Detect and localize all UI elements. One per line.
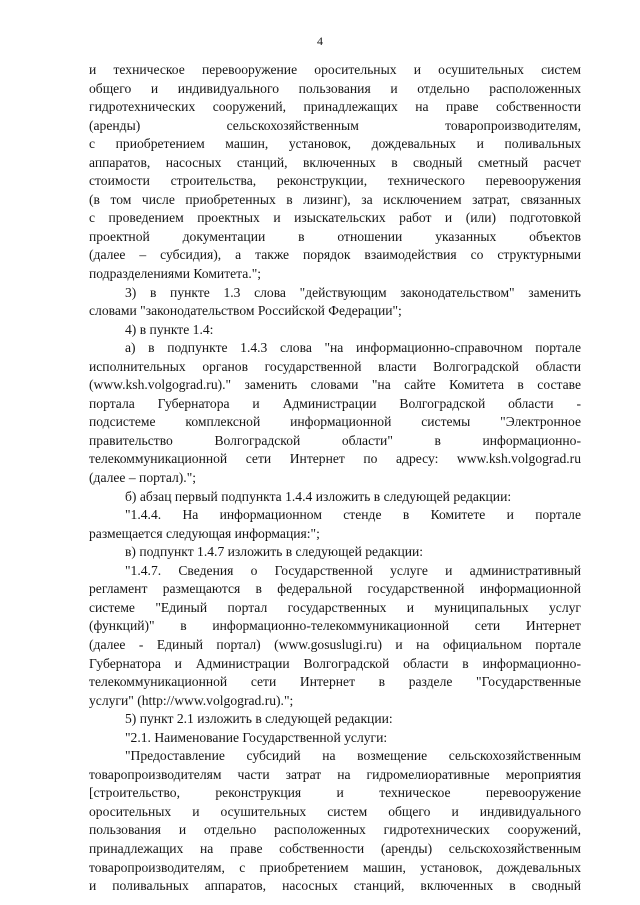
text-line: словами "законодательством Российской Федерации"; [89,303,402,319]
text-line: "2.1. Наименование Государственной услуги: [125,729,388,745]
text-line: системе "Единый портал государственных и муниципальных услуг [89,599,581,615]
text-line: размещается следующая информация:"; [89,525,320,541]
text-line: телекоммуникационной сети Интернет по адресу: www.ksh.volgograd.ru [89,451,581,467]
text-line: товаропроизводителям, с приобретением машин, установок, дождевальных [89,859,581,875]
text-line: а) в подпункте 1.4.3 слова "на информационно-справочном портале [125,340,581,356]
text-line: (далее - Единый портал) (www.gosuslugi.ru) и на официальном портале [89,636,581,652]
text-line: 5) пункт 2.1 изложить в следующей редакции: [125,711,393,727]
text-line: "Предоставление субсидий на возмещение сельскохозяйственным [125,748,581,764]
text-line: (функций)" в информационно-телекоммуникационной сети Интернет [89,618,581,634]
text-line: (www.ksh.volgograd.ru)." заменить словами "на сайте Комитета в составе [89,377,581,393]
text-line: б) абзац первый подпункта 1.4.4 изложить в следующей редакции: [125,488,512,504]
text-line: регламент размещаются в федеральной государственной информационной [89,581,581,597]
text-line: телекоммуникационной сети Интернет в разделе "Государственные [89,674,581,690]
text-line: с проведением проектных и изыскательских работ и (или) подготовкой [89,210,581,226]
text-line: и техническое перевооружение оросительных и осушительных систем [89,62,581,77]
text-line: товаропроизводителям части затрат на гидромелиоративные мероприятия [89,766,581,782]
text-line: портала Губернатора и Администрации Волгоградской области - [89,395,581,411]
text-line: исполнительных органов государственной власти Волгоградской области [89,358,581,374]
text-line: (в том числе приобретенных в лизинг), за исключением затрат, связанных [89,191,581,207]
text-line: услуги" (http://www.volgograd.ru)."; [89,692,294,708]
text-line: стоимости строительства, реконструкции, технического перевооружения [89,173,581,189]
text-line: (далее – портал)."; [89,470,197,486]
text-line: с приобретением машин, установок, дождевальных и поливальных [89,136,581,152]
text-line: и поливальных аппаратов, насосных станций, включенных в сводный [89,878,581,894]
page-number: 4 [317,34,323,48]
text-line: проектной документации в отношении указанных объектов [89,228,581,244]
text-line: (далее – субсидия), а также порядок взаимодействия со структурными [89,247,581,263]
text-line: 4) в пункте 1.4: [125,321,214,337]
text-line: подразделениями Комитета."; [89,266,262,282]
text-line: "1.4.7. Сведения о Государственной услуге и административный [125,562,581,578]
text-line: оросительных и осушительных систем общего и индивидуального [89,803,581,819]
text-line: 3) в пункте 1.3 слова "действующим законодательством" заменить [125,284,581,300]
document-body [89,61,581,896]
text-line: правительство Волгоградской области" в информационно- [89,432,581,448]
text-line: гидротехнических сооружений, принадлежащих на праве собственности [89,99,581,115]
text-line: аппаратов, насосных станций, включенных в сводный сметный расчет [89,154,581,170]
text-line: пользования и отдельно расположенных гидротехнических сооружений, [89,822,581,838]
text-line: "1.4.4. На информационном стенде в Комитете и портале [125,507,581,523]
text-line: [строительство, реконструкция и техническое перевооружение [89,785,581,801]
text-line: общего и индивидуального пользования и отдельно расположенных [89,80,581,96]
text-line: Губернатора и Администрации Волгоградской области в информационно- [89,655,581,671]
text-line: (аренды) сельскохозяйственным товаропроизводителям, [89,117,581,133]
text-line: в) подпункт 1.4.7 изложить в следующей редакции: [125,544,424,560]
text-line: принадлежащих на праве собственности (аренды) сельскохозяйственным [89,840,581,856]
text-line: подсистеме комплексной информационной системы "Электронное [89,414,581,430]
